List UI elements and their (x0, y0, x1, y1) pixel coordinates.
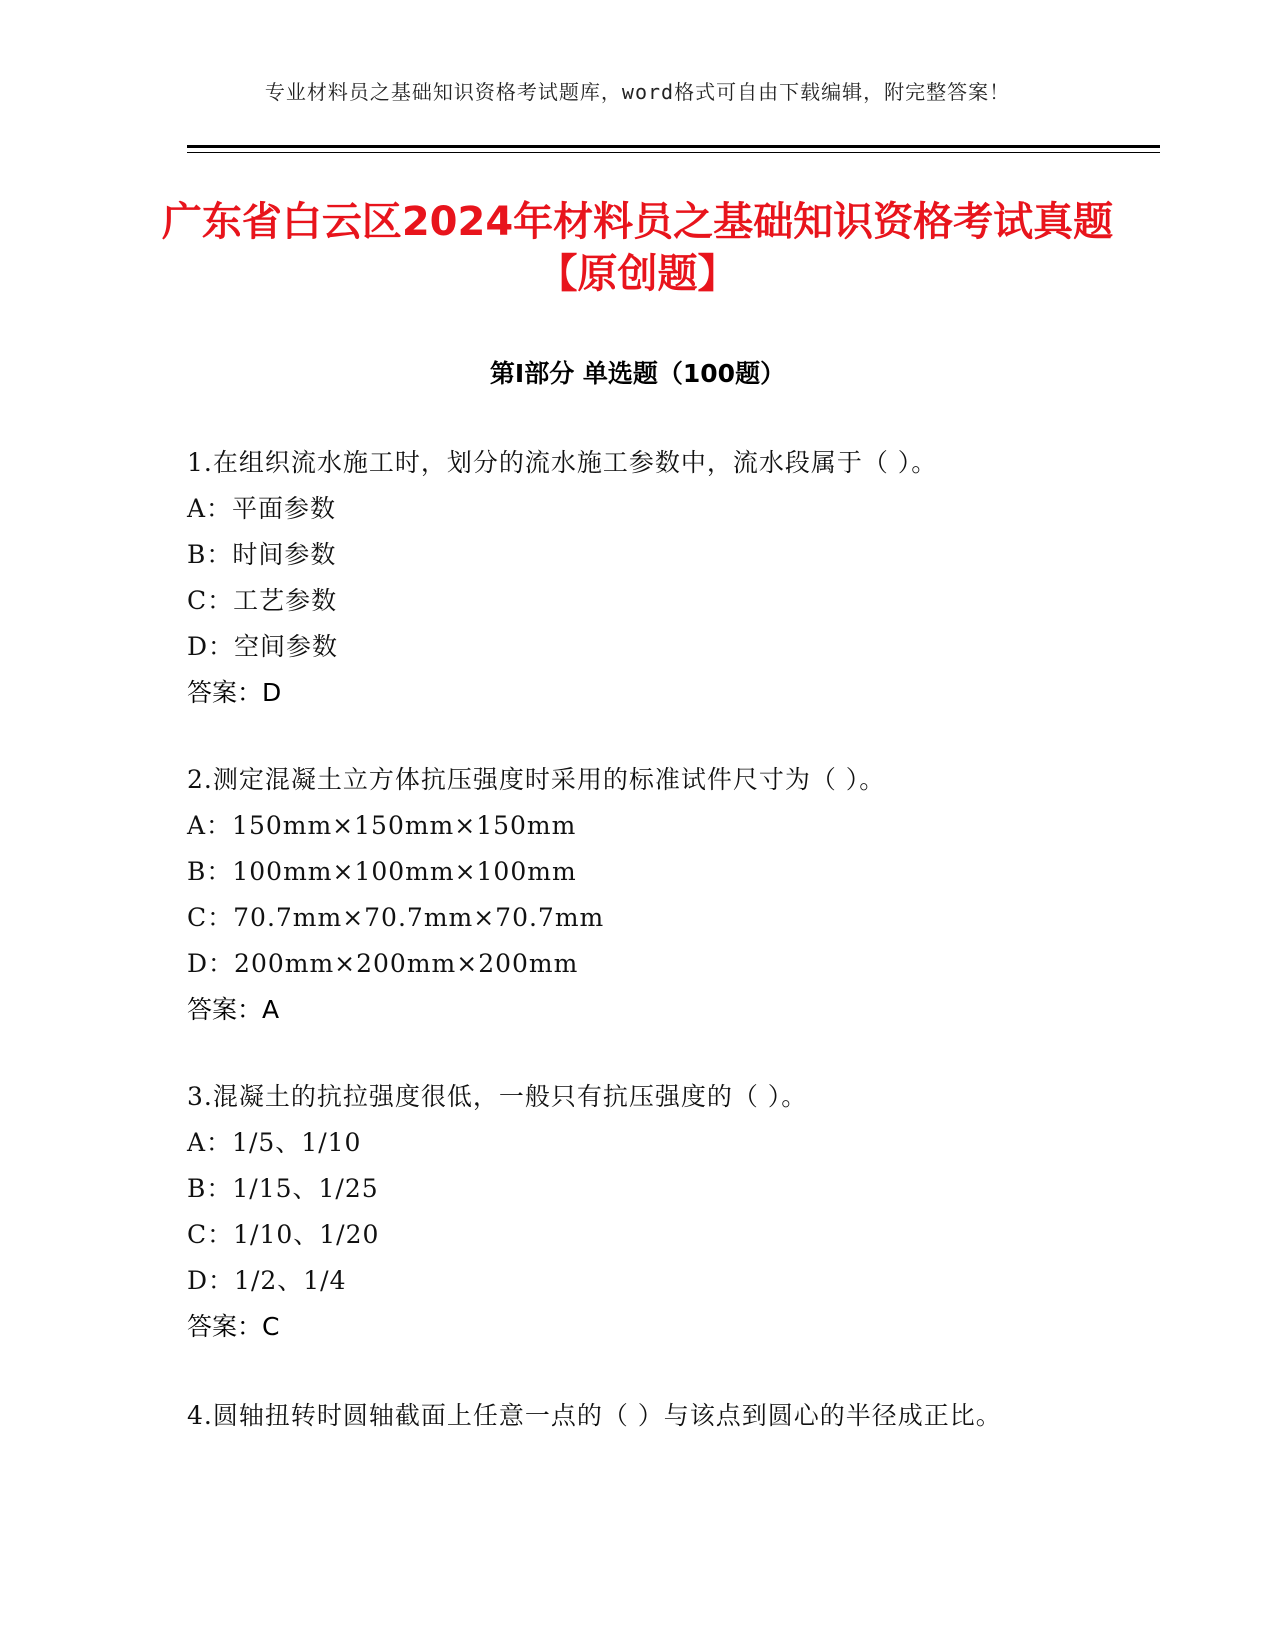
option-b: B：时间参数 (187, 540, 337, 569)
option-d: D：200mm×200mm×200mm (187, 949, 579, 978)
option-a: A：150mm×150mm×150mm (187, 811, 577, 840)
option-d: D：空间参数 (187, 632, 339, 661)
question-stem: 1.在组织流水施工时，划分的流水施工参数中，流水段属于（ ）。 (187, 448, 938, 477)
question-1 (187, 440, 1087, 716)
answer: 答案：A (187, 995, 280, 1024)
header-note: 专业材料员之基础知识资格考试题库，word格式可自由下载编辑，附完整答案！ (264, 80, 1011, 104)
answer: 答案：C (187, 1312, 280, 1341)
question-list (187, 440, 1087, 1482)
question-stem: 3.混凝土的抗拉强度很低，一般只有抗压强度的（ ）。 (187, 1082, 808, 1111)
option-a: A：平面参数 (187, 494, 337, 523)
question-stem: 2.测定混凝土立方体抗压强度时采用的标准试件尺寸为（ ）。 (187, 765, 886, 794)
header-divider-thick (187, 145, 1160, 148)
document-title: 广东省白云区2024年材料员之基础知识资格考试真题【原创题】 (161, 199, 1114, 297)
option-c: C：1/10、1/20 (187, 1220, 380, 1249)
section-heading: 第Ⅰ部分 单选题（100题） (489, 359, 786, 388)
header-divider-thin (187, 152, 1160, 153)
question-4 (187, 1391, 1087, 1441)
option-d: D：1/2、1/4 (187, 1266, 347, 1295)
question-3 (187, 1074, 1087, 1350)
option-c: C：70.7mm×70.7mm×70.7mm (187, 903, 605, 932)
option-b: B：100mm×100mm×100mm (187, 857, 577, 886)
option-a: A：1/5、1/10 (187, 1128, 362, 1157)
option-c: C：工艺参数 (187, 586, 338, 615)
question-stem: 4.圆轴扭转时圆轴截面上任意一点的（ ）与该点到圆心的半径成正比。 (187, 1401, 1002, 1430)
option-b: B：1/15、1/25 (187, 1174, 379, 1203)
question-2 (187, 757, 1087, 1033)
answer: 答案：D (187, 678, 282, 707)
